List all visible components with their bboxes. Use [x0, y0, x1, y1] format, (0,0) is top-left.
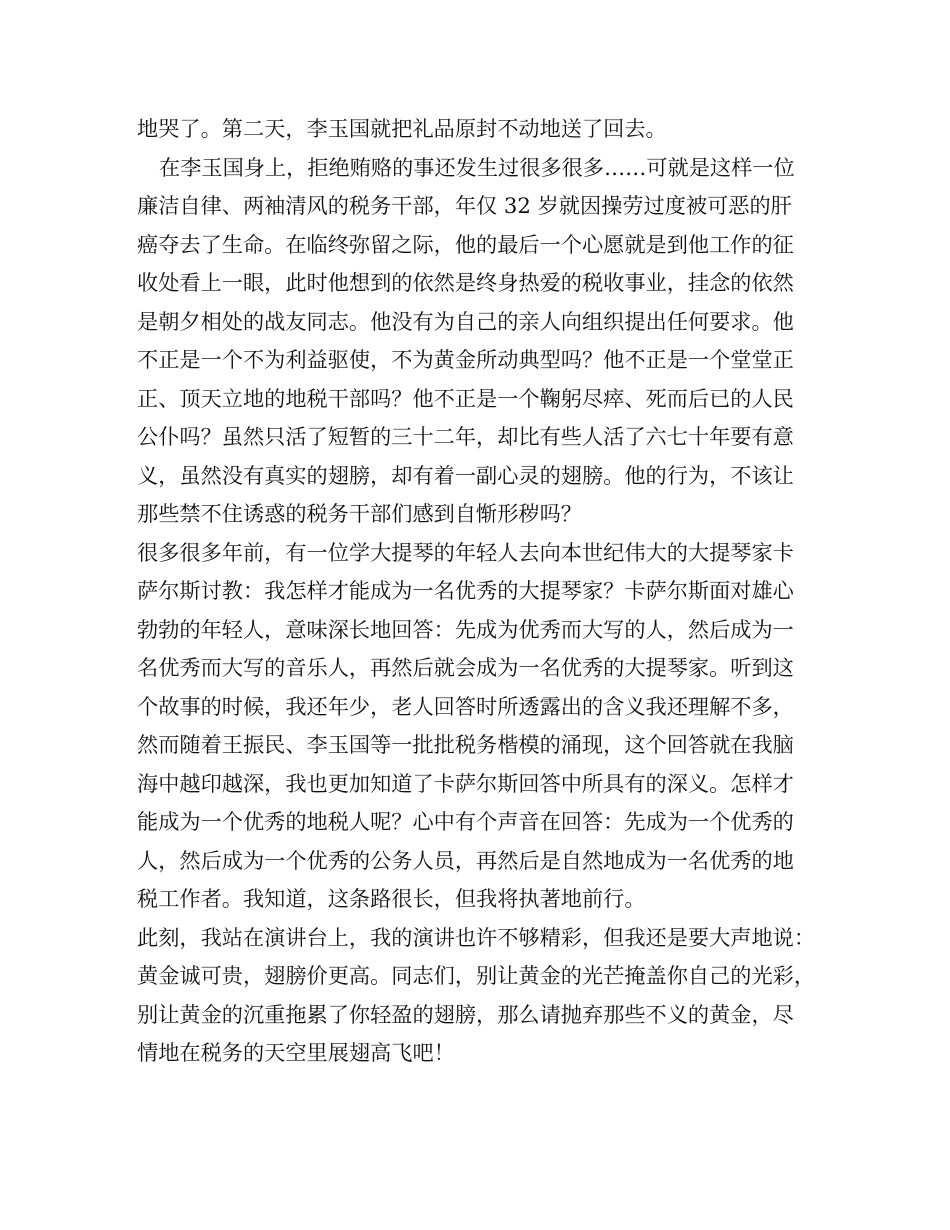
text-line: 是朝夕相处的战友同志。他没有为自己的亲人向组织提出任何要求。他	[137, 308, 794, 334]
text-line: 那些禁不住诱惑的税务干部们感到自惭形秽吗？	[137, 501, 582, 526]
text-line: 收处看上一眼，此时他想到的依然是终身热爱的税收事业，挂念的依然	[137, 270, 794, 295]
text-line: 地哭了。第二天，李玉国就把礼品原封不动地送了回去。	[137, 116, 667, 141]
text-line: 义，虽然没有真实的翅膀，却有着一副心灵的翅膀。他的行为，不该让	[137, 462, 794, 488]
paragraph-start-line: 此刻，我站在演讲台上，我的演讲也许不够精彩，但我还是要大声地说：	[137, 924, 816, 950]
text-line: 能成为一个优秀的地税人呢？心中有个声音在回答：先成为一个优秀的	[137, 809, 794, 834]
text-line: 然而随着王振民、李玉国等一批批税务楷模的涌现，这个回答就在我脑	[137, 732, 794, 757]
text-line: 个故事的时候，我还年少，老人回答时所透露出的含义我还理解不多，	[137, 693, 794, 719]
document-body	[137, 110, 817, 1073]
text-line: 萨尔斯讨教：我怎样才能成为一名优秀的大提琴家？卡萨尔斯面对雄心	[137, 578, 794, 603]
text-line: 名优秀而大写的音乐人，再然后就会成为一名优秀的大提琴家。听到这	[137, 655, 794, 680]
text-line: 勃勃的年轻人，意味深长地回答：先成为优秀而大写的人，然后成为一	[137, 616, 794, 642]
text-line: 癌夺去了生命。在临终弥留之际，他的最后一个心愿就是到他工作的征	[137, 231, 794, 257]
text-line: 公仆吗？虽然只活了短暂的三十二年，却比有些人活了六七十年要有意	[137, 424, 794, 449]
text-line: 情地在税务的天空里展翅高飞吧！	[137, 1040, 455, 1065]
text-line: 廉洁自律、两袖清风的税务干部，年仅 32 岁就因操劳过度被可恶的肝	[137, 193, 792, 218]
text-line: 黄金诚可贵，翅膀价更高。同志们，别让黄金的光芒掩盖你自己的光彩，	[137, 963, 816, 988]
text-line: 税工作者。我知道，这条路很长，但我将执著地前行。	[137, 886, 646, 911]
text-line: 海中越印越深，我也更加知道了卡萨尔斯回答中所具有的深义。怎样才	[137, 770, 794, 796]
text-line: 正、顶天立地的地税干部吗？他不正是一个鞠躬尽瘁、死而后已的人民	[137, 385, 794, 411]
paragraph-start-line: 在李玉国身上，拒绝贿赂的事还发生过很多很多……可就是这样一位	[159, 154, 795, 180]
text-line: 别让黄金的沉重拖累了你轻盈的翅膀，那么请抛弃那些不义的黄金，尽	[137, 1001, 794, 1027]
text-line: 人，然后成为一个优秀的公务人员，再然后是自然地成为一名优秀的地	[137, 847, 794, 873]
paragraph-start-line: 很多很多年前，有一位学大提琴的年轻人去向本世纪伟大的大提琴家卡	[137, 539, 794, 565]
text-line: 不正是一个不为利益驱使，不为黄金所动典型吗？他不正是一个堂堂正	[137, 347, 794, 372]
